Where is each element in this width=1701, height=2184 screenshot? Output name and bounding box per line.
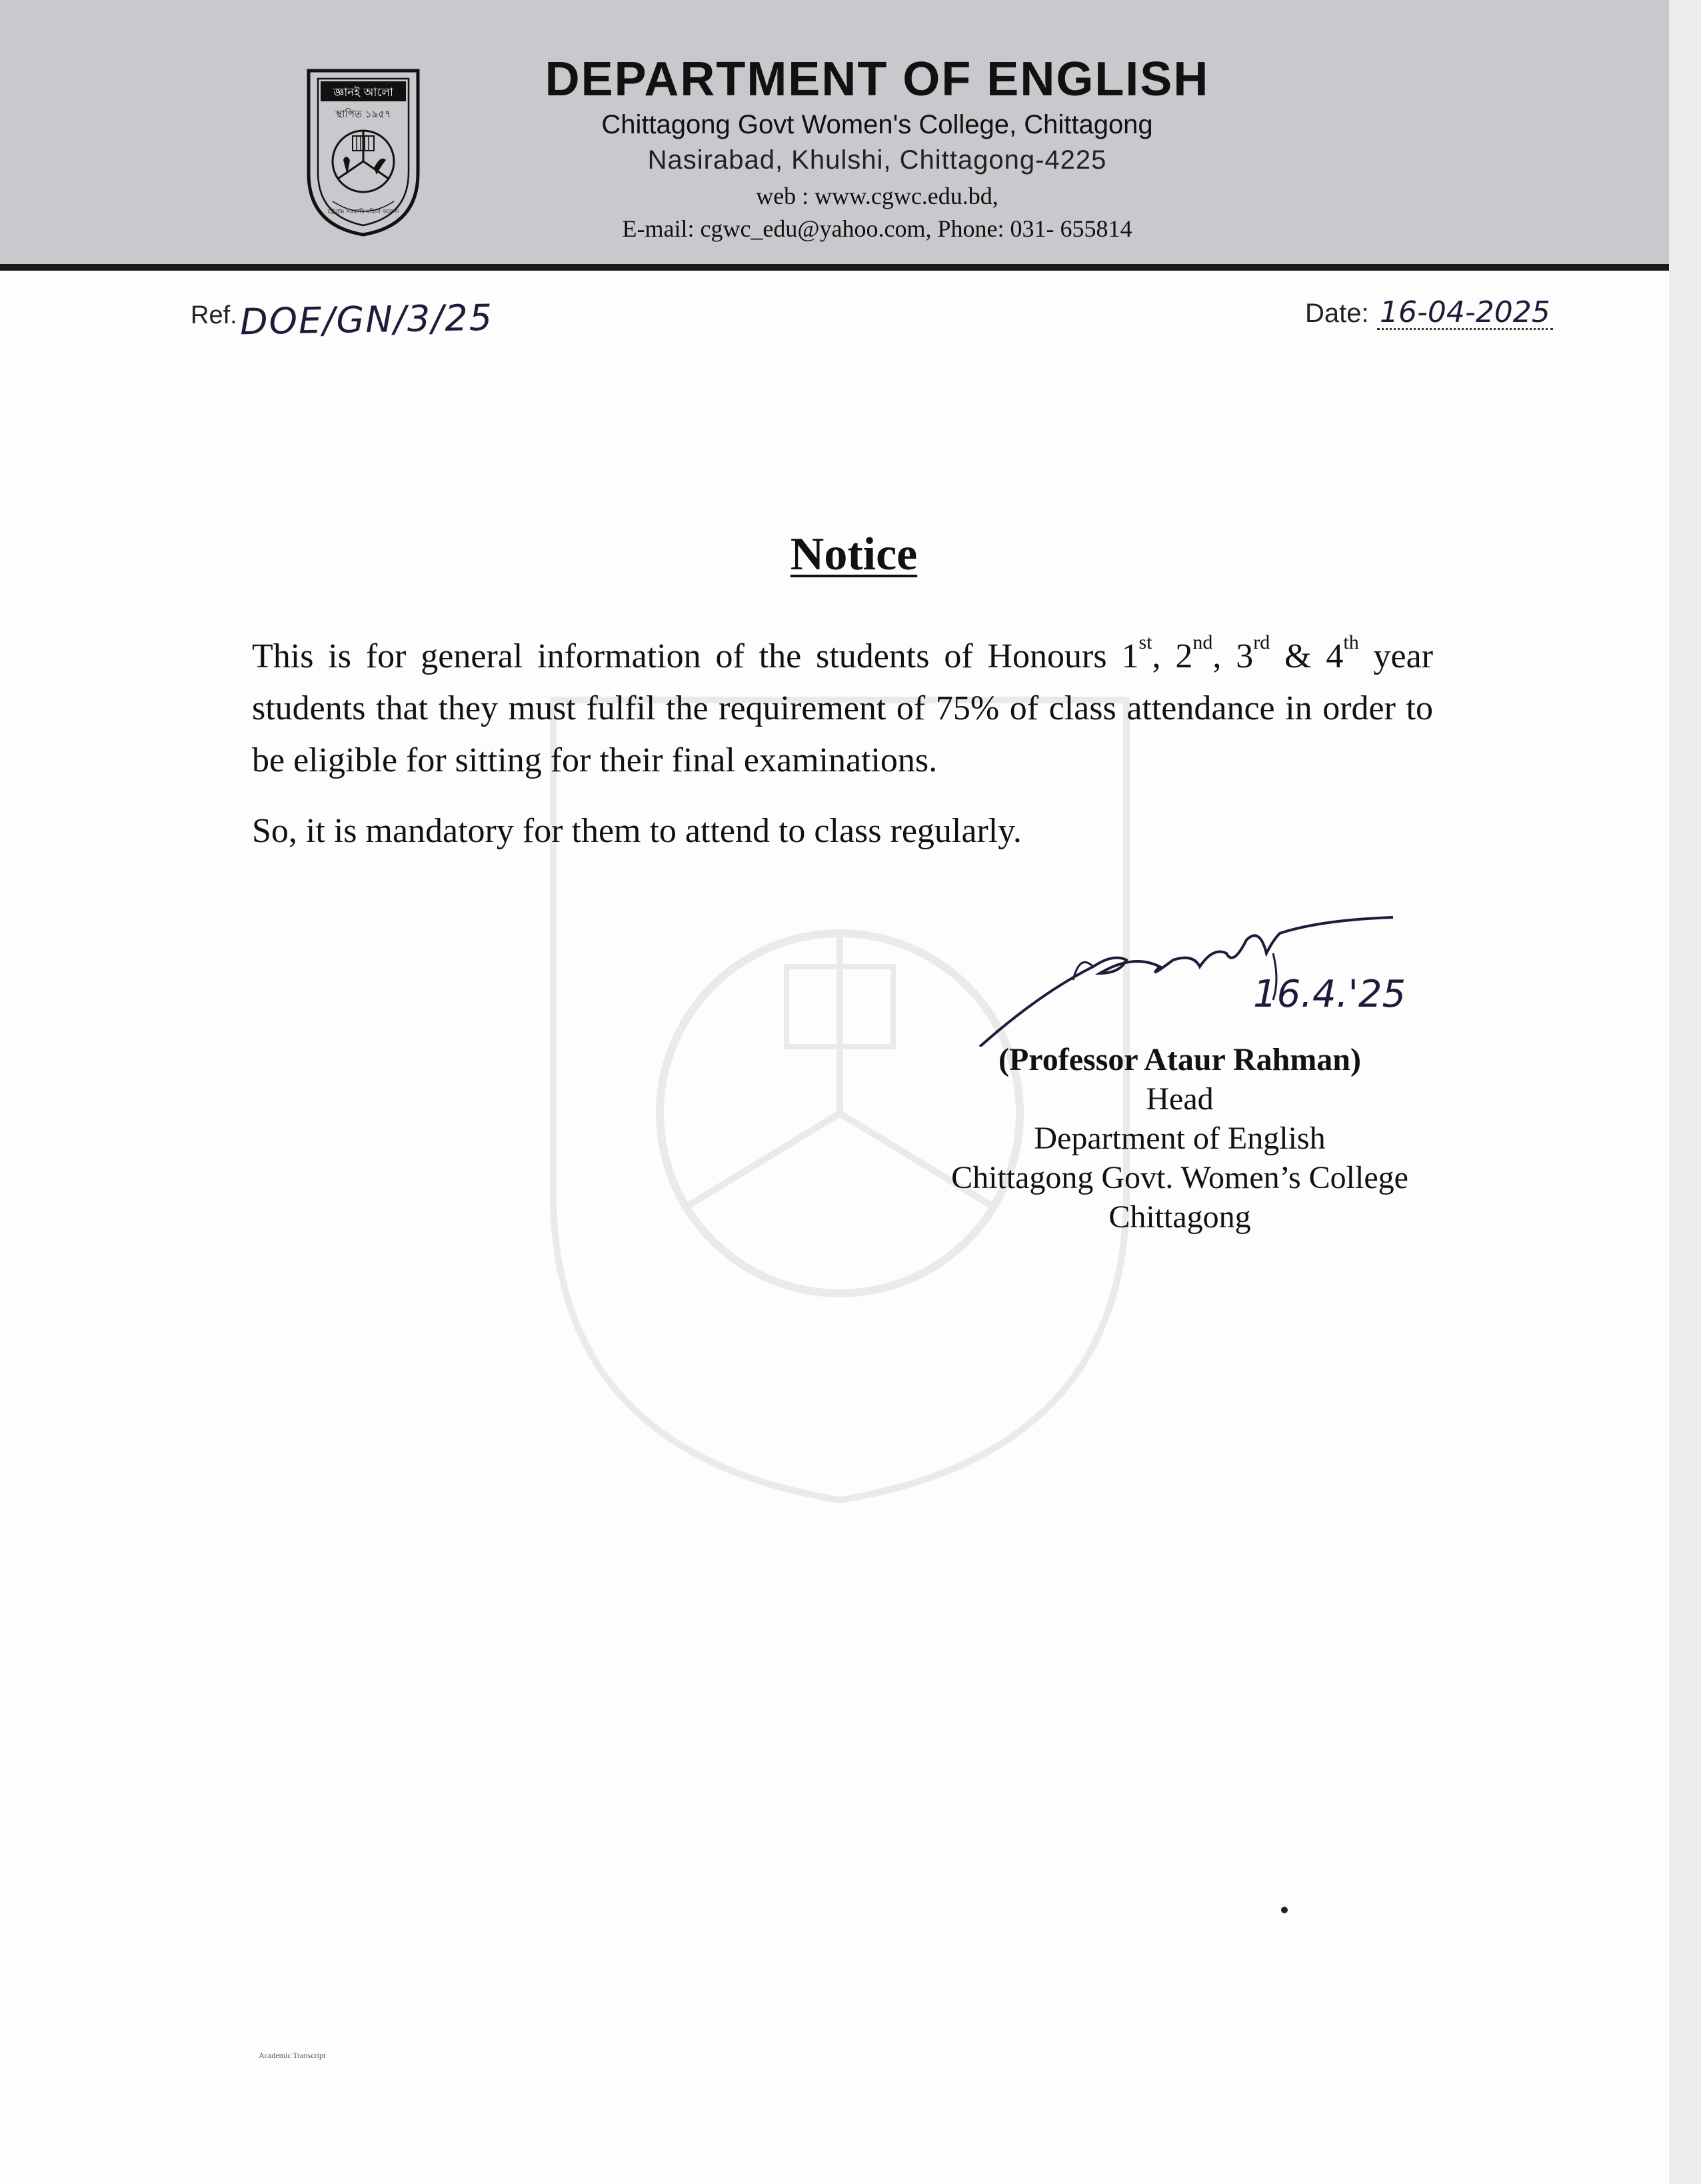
scan-edge: [1669, 0, 1701, 2184]
ref-label: Ref.: [191, 301, 237, 329]
letterhead-rule: [0, 264, 1669, 271]
signatory-college: Chittagong Govt. Women’s College: [951, 1160, 1408, 1195]
signature-date: 16.4.'25: [1253, 973, 1406, 1016]
signatory-name: (Professor Ataur Rahman): [998, 1042, 1361, 1077]
signature-block: [920, 1040, 1440, 1237]
notice-paragraph-2: So, it is mandatory for them to attend to class regularly.: [252, 812, 1022, 850]
ref-number: DOE/GN/3/25: [239, 296, 494, 343]
signature-icon: [960, 913, 1473, 1047]
college-website: web : www.cgwc.edu.bd,: [756, 183, 998, 209]
ordinal-suffix: th: [1343, 631, 1359, 653]
notice-text: , 2: [1152, 637, 1193, 675]
svg-text:চট্টগ্রাম সরকারি মহিলা কলেজ: চট্টগ্রাম সরকারি মহিলা কলেজ: [327, 209, 399, 215]
footer-note: Academic Transcript: [259, 2051, 326, 2060]
signatory-city: Chittagong: [1108, 1199, 1251, 1235]
college-name: Chittagong Govt Women's College, Chittagong: [601, 110, 1153, 139]
notice-text: , 3: [1212, 637, 1254, 675]
svg-text:স্থাপিত ১৯৫৭: স্থাপিত ১৯৫৭: [335, 108, 391, 120]
college-address: Nasirabad, Khulshi, Chittagong-4225: [647, 145, 1107, 175]
notice-text: This is for general information of the students of Honours 1: [252, 637, 1139, 675]
notice-text: & 4: [1270, 637, 1344, 675]
notice-paragraph-1: [252, 631, 1433, 787]
scan-speck: [1281, 1907, 1288, 1913]
notice-title: Notice: [790, 529, 918, 580]
department-title: DEPARTMENT OF ENGLISH: [545, 53, 1210, 106]
ordinal-suffix: rd: [1253, 631, 1270, 653]
ordinal-suffix: nd: [1192, 631, 1213, 653]
notice-text: year students that they must fulfil the requirement of 75% of class attendance in order to be eligible for sitting for their final examinations.: [252, 637, 1434, 779]
date-label: Date:: [1305, 299, 1369, 328]
ordinal-suffix: st: [1138, 631, 1152, 653]
date-value: 16-04-2025: [1377, 297, 1553, 330]
college-contact: E-mail: cgwc_edu@yahoo.com, Phone: 031- 655814: [622, 215, 1132, 242]
signatory-department: Department of English: [1034, 1121, 1326, 1156]
signatory-position: Head: [1146, 1081, 1214, 1117]
svg-text:জ্ঞানই আলো: জ্ঞানই আলো: [333, 86, 393, 99]
